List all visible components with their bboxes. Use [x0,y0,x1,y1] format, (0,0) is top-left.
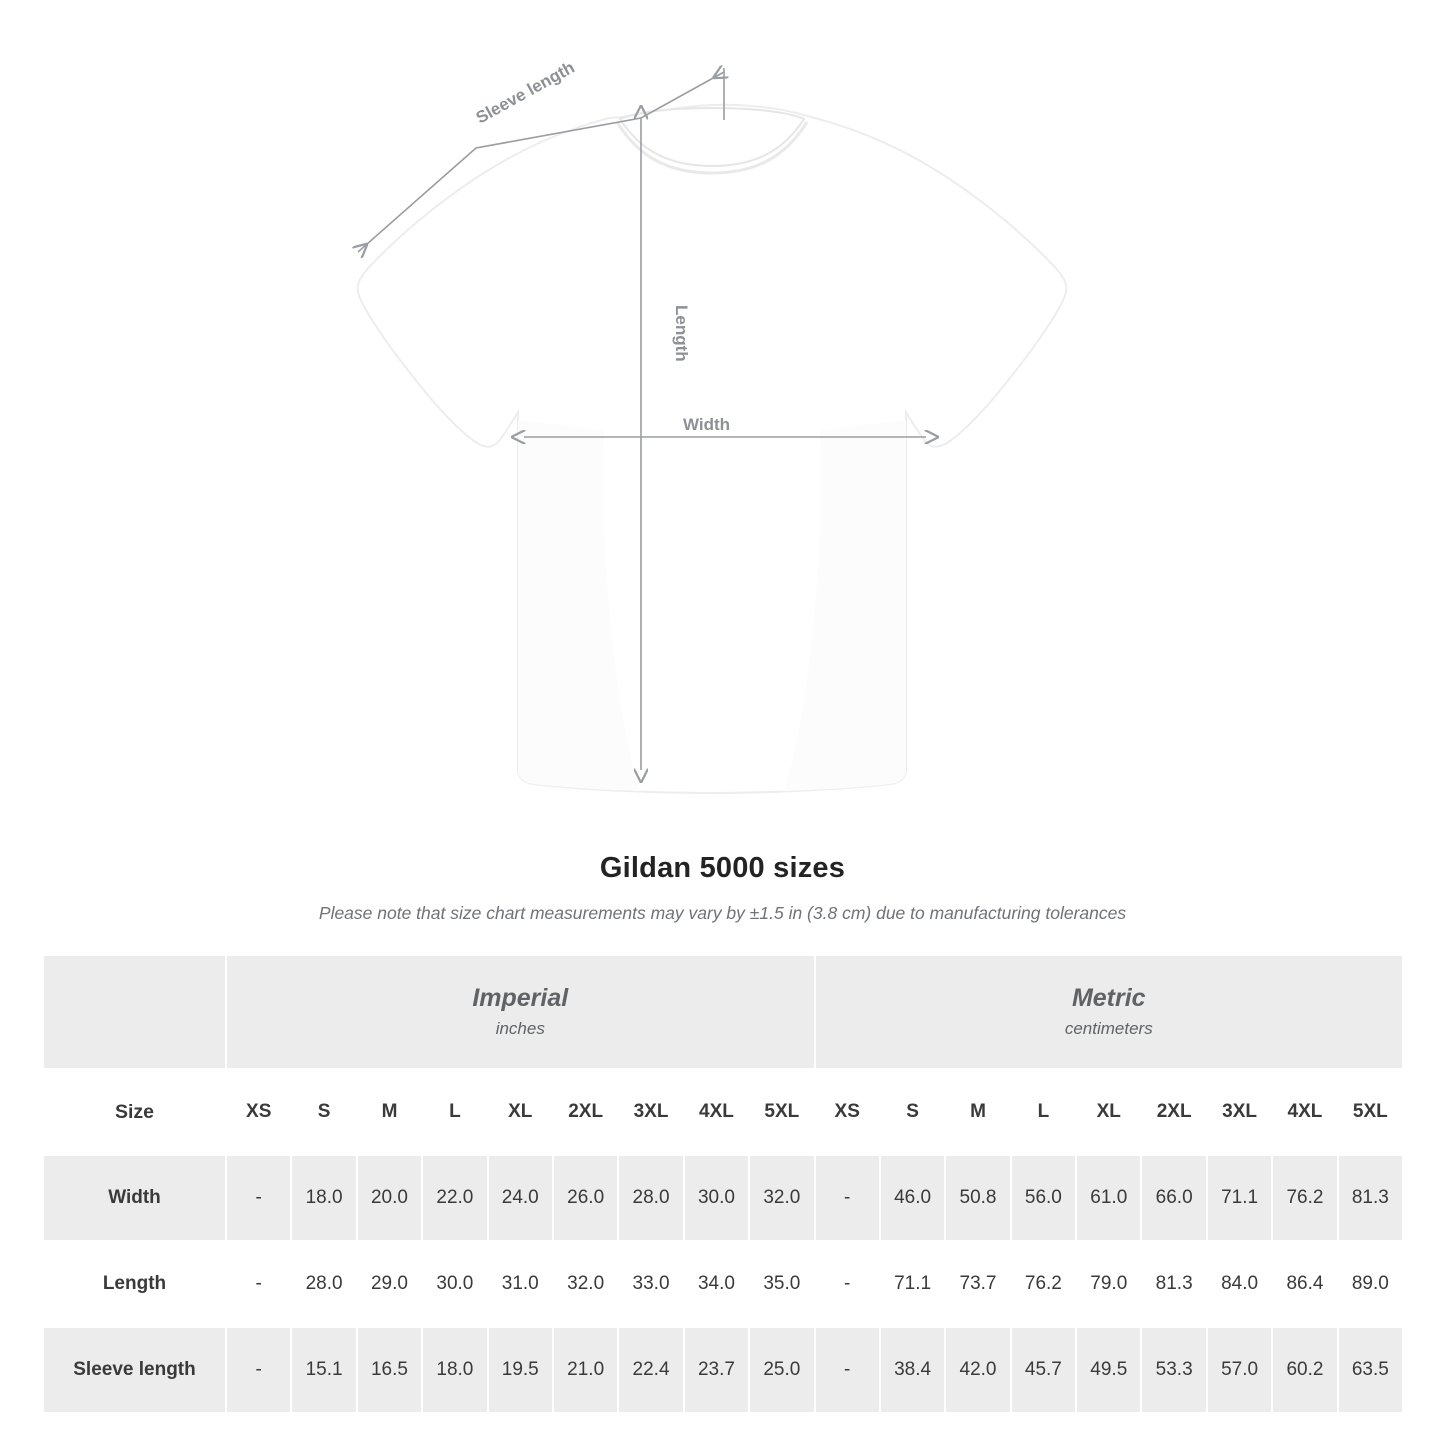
row-label-width: Width [43,1155,226,1241]
chart-note: Please note that size chart measurements may vary by ±1.5 in (3.8 cm) due to manufacturing tolerances [318,903,1127,923]
unit-header-spacer [43,955,226,1069]
tshirt-shape [358,105,1067,793]
cell-sleeve-metric-4xl: 60.2 [1272,1327,1337,1413]
size-header-metric-m: M [945,1069,1010,1155]
cell-width-metric-xs: - [815,1155,880,1241]
chart-title: Gildan 5000 sizes [599,852,846,884]
cell-length-imperial-xs: - [226,1241,291,1327]
size-header-metric-l: L [1011,1069,1076,1155]
size-header-row [43,1069,1403,1155]
cell-width-imperial-s: 18.0 [291,1155,356,1241]
unit-header-metric [815,955,1404,1069]
size-header-metric-xs: XS [815,1069,880,1155]
cell-width-imperial-xl: 24.0 [488,1155,553,1241]
cell-length-metric-4xl: 86.4 [1272,1241,1337,1327]
cell-sleeve-imperial-l: 18.0 [422,1327,487,1413]
unit-name-metric: Metric [1071,983,1146,1012]
unit-sub-metric: centimeters [1064,1019,1153,1039]
size-header-metric-2xl: 2XL [1141,1069,1206,1155]
cell-length-imperial-s: 28.0 [291,1241,356,1327]
cell-sleeve-metric-xs: - [815,1327,880,1413]
cell-sleeve-metric-5xl: 63.5 [1338,1327,1403,1413]
unit-sub-imperial: inches [495,1019,545,1039]
cell-sleeve-metric-3xl: 57.0 [1207,1327,1272,1413]
size-header-imperial-s: S [291,1069,356,1155]
sleeve-length-label: Sleeve length [472,57,578,128]
cell-sleeve-imperial-4xl: 23.7 [684,1327,749,1413]
cell-width-imperial-5xl: 32.0 [749,1155,814,1241]
cell-width-metric-s: 46.0 [880,1155,945,1241]
cell-sleeve-metric-m: 42.0 [945,1327,1010,1413]
size-header-metric-4xl: 4XL [1272,1069,1337,1155]
cell-length-imperial-5xl: 35.0 [749,1241,814,1327]
cell-sleeve-imperial-xs: - [226,1327,291,1413]
cell-length-imperial-2xl: 32.0 [553,1241,618,1327]
size-header-imperial-5xl: 5XL [749,1069,814,1155]
cell-length-imperial-3xl: 33.0 [618,1241,683,1327]
cell-sleeve-metric-s: 38.4 [880,1327,945,1413]
unit-header-imperial [226,955,815,1069]
cell-length-imperial-xl: 31.0 [488,1241,553,1327]
size-header-label: Size [43,1069,226,1155]
table-row [43,1155,1403,1241]
cell-width-imperial-4xl: 30.0 [684,1155,749,1241]
size-header-metric-xl: XL [1076,1069,1141,1155]
cell-length-metric-5xl: 89.0 [1338,1241,1403,1327]
cell-length-metric-3xl: 84.0 [1207,1241,1272,1327]
cell-length-imperial-l: 30.0 [422,1241,487,1327]
size-header-imperial-xs: XS [226,1069,291,1155]
title-block [0,852,1445,924]
size-table [42,954,1404,1414]
cell-length-imperial-4xl: 34.0 [684,1241,749,1327]
cell-length-metric-l: 76.2 [1011,1241,1076,1327]
row-label-length: Length [43,1241,226,1327]
size-header-imperial-2xl: 2XL [553,1069,618,1155]
table-row [43,1241,1403,1327]
cell-width-imperial-3xl: 28.0 [618,1155,683,1241]
cell-width-metric-m: 50.8 [945,1155,1010,1241]
size-header-imperial-3xl: 3XL [618,1069,683,1155]
cell-sleeve-imperial-2xl: 21.0 [553,1327,618,1413]
cell-sleeve-imperial-s: 15.1 [291,1327,356,1413]
size-header-imperial-m: M [357,1069,422,1155]
cell-length-metric-xs: - [815,1241,880,1327]
size-table-wrap [42,954,1403,1414]
length-label: Length [672,305,691,362]
size-header-imperial-4xl: 4XL [684,1069,749,1155]
cell-width-metric-3xl: 71.1 [1207,1155,1272,1241]
size-header-metric-s: S [880,1069,945,1155]
width-label: Width [683,415,731,434]
size-header-metric-3xl: 3XL [1207,1069,1272,1155]
cell-sleeve-imperial-3xl: 22.4 [618,1327,683,1413]
table-row [43,1327,1403,1413]
cell-length-imperial-m: 29.0 [357,1241,422,1327]
cell-width-imperial-xs: - [226,1155,291,1241]
cell-length-metric-m: 73.7 [945,1241,1010,1327]
cell-width-imperial-m: 20.0 [357,1155,422,1241]
cell-width-metric-2xl: 66.0 [1141,1155,1206,1241]
cell-sleeve-metric-2xl: 53.3 [1141,1327,1206,1413]
unit-header-row [43,955,1403,1069]
cell-length-metric-2xl: 81.3 [1141,1241,1206,1327]
cell-width-metric-xl: 61.0 [1076,1155,1141,1241]
cell-width-imperial-l: 22.0 [422,1155,487,1241]
unit-name-imperial: Imperial [472,983,569,1012]
cell-sleeve-imperial-m: 16.5 [357,1327,422,1413]
cell-length-metric-xl: 79.0 [1076,1241,1141,1327]
cell-sleeve-metric-xl: 49.5 [1076,1327,1141,1413]
size-header-imperial-l: L [422,1069,487,1155]
size-header-imperial-xl: XL [488,1069,553,1155]
row-label-sleeve-length: Sleeve length [43,1327,226,1413]
cell-width-metric-l: 56.0 [1011,1155,1076,1241]
cell-sleeve-imperial-5xl: 25.0 [749,1327,814,1413]
size-header-metric-5xl: 5XL [1338,1069,1403,1155]
cell-width-metric-5xl: 81.3 [1338,1155,1403,1241]
cell-width-imperial-2xl: 26.0 [553,1155,618,1241]
cell-length-metric-s: 71.1 [880,1241,945,1327]
cell-sleeve-imperial-xl: 19.5 [488,1327,553,1413]
cell-width-metric-4xl: 76.2 [1272,1155,1337,1241]
cell-sleeve-metric-l: 45.7 [1011,1327,1076,1413]
